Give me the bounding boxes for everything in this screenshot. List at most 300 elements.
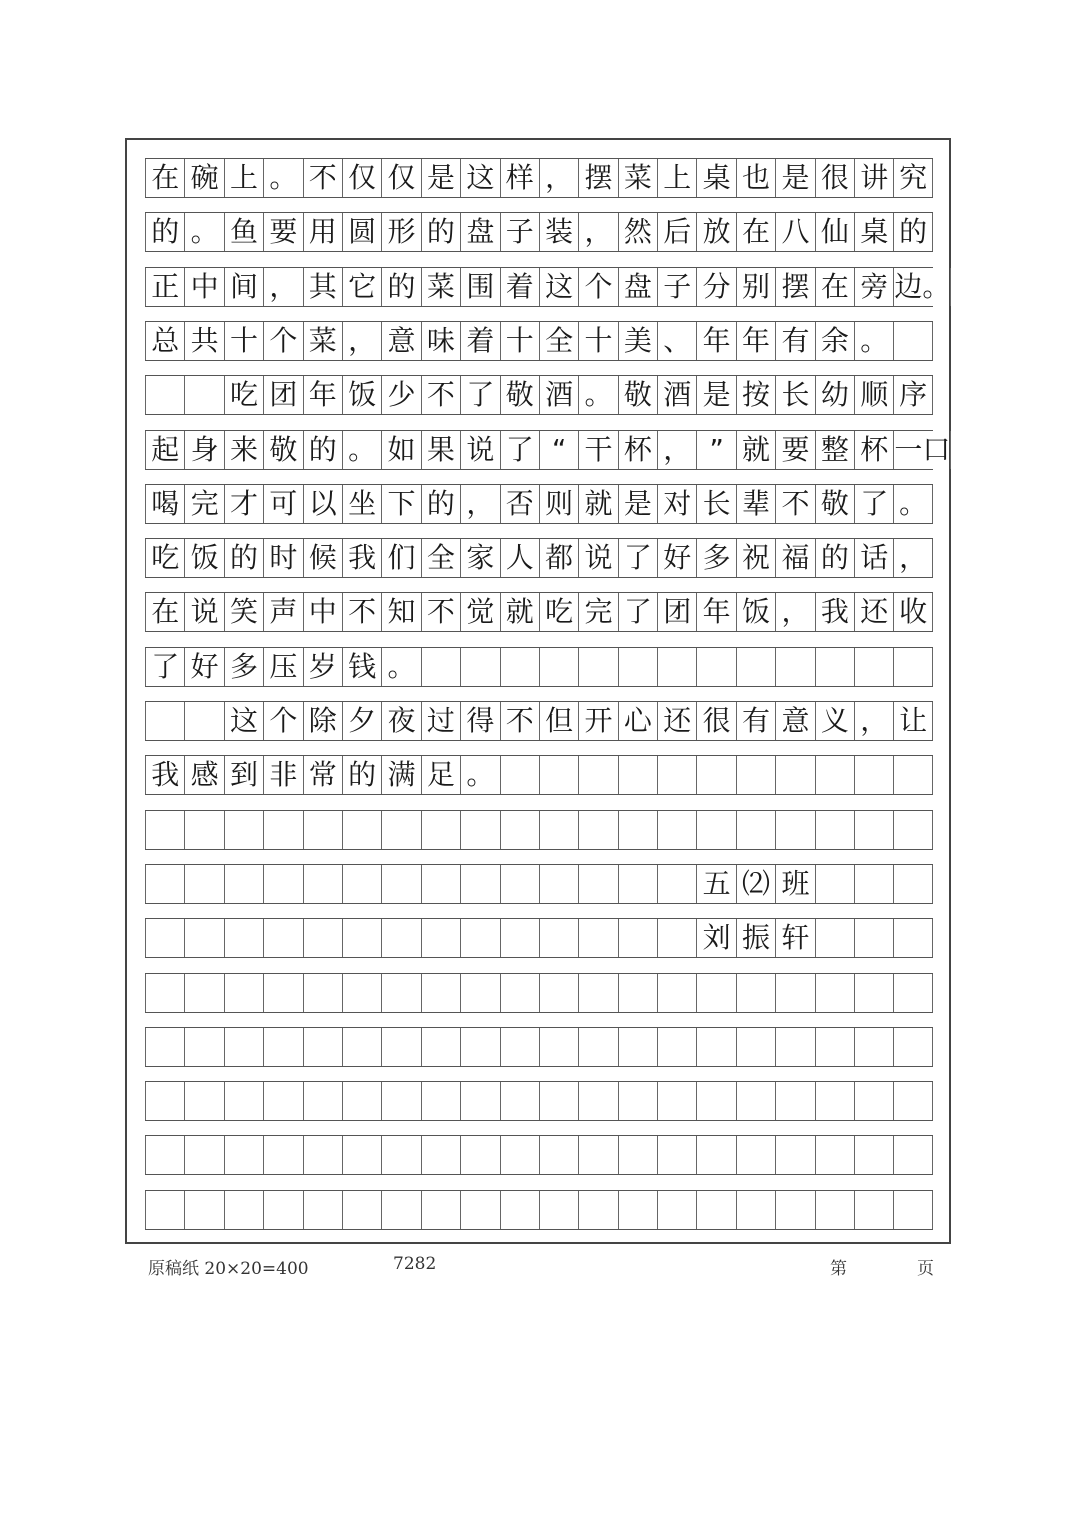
grid-cell: 就 xyxy=(578,485,617,523)
grid-cell: ⑵ xyxy=(736,865,775,903)
grid-cell: 仅 xyxy=(381,159,420,197)
grid-cell xyxy=(263,919,302,957)
grid-cell: 菜 xyxy=(421,268,460,306)
grid-cell: 、 xyxy=(657,322,696,360)
grid-cell: ， xyxy=(460,485,499,523)
grid-cell: 非 xyxy=(263,756,302,794)
grid-cell xyxy=(263,1082,302,1120)
grid-cell: ， xyxy=(578,213,617,251)
grid-cell xyxy=(224,1028,263,1066)
grid-cell: 敬 xyxy=(618,376,657,414)
grid-cell: 整 xyxy=(815,431,854,469)
grid-cell xyxy=(303,1028,342,1066)
grid-cell: 得 xyxy=(460,702,499,740)
grid-cell xyxy=(184,1191,223,1229)
grid-cell xyxy=(539,1191,578,1229)
grid-cell xyxy=(460,648,499,686)
grid-cell xyxy=(145,376,184,414)
grid-cell xyxy=(618,974,657,1012)
grid-cell xyxy=(657,1028,696,1066)
grid-cell: 福 xyxy=(775,539,814,577)
grid-cell: 个 xyxy=(263,322,302,360)
grid-cell: 共 xyxy=(184,322,223,360)
grid-cell xyxy=(500,1028,539,1066)
grid-cell xyxy=(696,1136,735,1174)
grid-cell: 一口 xyxy=(893,431,951,469)
grid-cell: 年 xyxy=(696,322,735,360)
grid-cell xyxy=(224,1191,263,1229)
grid-cell: 人 xyxy=(500,539,539,577)
grid-row xyxy=(145,1190,933,1230)
grid-cell: 下 xyxy=(381,485,420,523)
grid-cell xyxy=(421,811,460,849)
grid-cell xyxy=(460,1082,499,1120)
grid-cell: 酒 xyxy=(539,376,578,414)
grid-cell: 。 xyxy=(263,159,302,197)
grid-cell xyxy=(184,811,223,849)
grid-cell: 是 xyxy=(618,485,657,523)
grid-cell: 不 xyxy=(500,702,539,740)
grid-cell: 吃 xyxy=(224,376,263,414)
grid-cell xyxy=(460,865,499,903)
grid-cell xyxy=(893,811,932,849)
grid-cell: 饭 xyxy=(184,539,223,577)
grid-cell xyxy=(184,1028,223,1066)
grid-cell xyxy=(145,811,184,849)
grid-cell xyxy=(815,865,854,903)
grid-cell xyxy=(854,1082,893,1120)
grid-cell xyxy=(854,1028,893,1066)
grid-cell: 。 xyxy=(460,756,499,794)
grid-cell xyxy=(578,1191,617,1229)
grid-cell xyxy=(303,974,342,1012)
grid-cell xyxy=(224,919,263,957)
grid-cell xyxy=(736,648,775,686)
grid-row xyxy=(145,1027,933,1067)
grid-cell: 刘 xyxy=(696,919,735,957)
grid-cell: 就 xyxy=(736,431,775,469)
grid-cell xyxy=(342,919,381,957)
grid-cell: 轩 xyxy=(775,919,814,957)
grid-cell xyxy=(815,1136,854,1174)
grid-cell: 着 xyxy=(460,322,499,360)
grid-cell xyxy=(736,1028,775,1066)
grid-cell: 团 xyxy=(657,593,696,631)
grid-cell: 不 xyxy=(775,485,814,523)
grid-cell: 放 xyxy=(696,213,735,251)
grid-cell: 全 xyxy=(421,539,460,577)
grid-cell: 形 xyxy=(381,213,420,251)
grid-cell: 很 xyxy=(696,702,735,740)
grid-cell xyxy=(500,1082,539,1120)
grid-cell: 感 xyxy=(184,756,223,794)
grid-cell xyxy=(381,1028,420,1066)
grid-cell xyxy=(342,811,381,849)
grid-cell: 的 xyxy=(303,431,342,469)
grid-cell: 否 xyxy=(500,485,539,523)
grid-cell: 说 xyxy=(578,539,617,577)
grid-cell: ， xyxy=(657,431,696,469)
grid-cell: 不 xyxy=(421,376,460,414)
grid-cell: 。 xyxy=(578,376,617,414)
grid-cell xyxy=(381,1136,420,1174)
grid-cell: 义 xyxy=(815,702,854,740)
grid-cell: 的 xyxy=(421,213,460,251)
grid-cell xyxy=(736,1082,775,1120)
grid-cell: 意 xyxy=(381,322,420,360)
grid-cell xyxy=(303,919,342,957)
grid-cell xyxy=(224,974,263,1012)
grid-cell: 年 xyxy=(736,322,775,360)
grid-cell: 总 xyxy=(145,322,184,360)
grid-cell xyxy=(263,1136,302,1174)
grid-row xyxy=(145,755,933,795)
grid-cell xyxy=(460,1028,499,1066)
grid-cell: 起 xyxy=(145,431,184,469)
grid-cell xyxy=(303,1191,342,1229)
grid-cell: 子 xyxy=(500,213,539,251)
grid-cell: 对 xyxy=(657,485,696,523)
grid-cell xyxy=(893,648,932,686)
grid-cell: 个 xyxy=(578,268,617,306)
grid-cell: 杯 xyxy=(854,431,893,469)
grid-cell: 了 xyxy=(854,485,893,523)
grid-cell xyxy=(224,1136,263,1174)
grid-cell xyxy=(381,811,420,849)
grid-cell: 敬 xyxy=(815,485,854,523)
grid-cell xyxy=(815,1082,854,1120)
grid-cell xyxy=(775,756,814,794)
grid-cell xyxy=(696,974,735,1012)
grid-cell xyxy=(618,811,657,849)
grid-cell: 我 xyxy=(342,539,381,577)
grid-cell xyxy=(539,974,578,1012)
grid-cell: 盘 xyxy=(460,213,499,251)
grid-cell xyxy=(342,1028,381,1066)
grid-cell: 少 xyxy=(381,376,420,414)
grid-cell xyxy=(775,1028,814,1066)
grid-cell: 好 xyxy=(657,539,696,577)
grid-cell: 间 xyxy=(224,268,263,306)
grid-cell: 觉 xyxy=(460,593,499,631)
grid-cell xyxy=(421,1191,460,1229)
grid-cell: 上 xyxy=(224,159,263,197)
grid-cell: 多 xyxy=(696,539,735,577)
grid-cell: 中 xyxy=(303,593,342,631)
grid-cell: 以 xyxy=(303,485,342,523)
grid-cell xyxy=(657,756,696,794)
grid-cell: 幼 xyxy=(815,376,854,414)
grid-cell: 仙 xyxy=(815,213,854,251)
grid-cell: 不 xyxy=(342,593,381,631)
grid-cell: 过 xyxy=(421,702,460,740)
grid-cell: 要 xyxy=(775,431,814,469)
grid-cell: 不 xyxy=(421,593,460,631)
grid-cell xyxy=(263,811,302,849)
grid-cell: 子 xyxy=(657,268,696,306)
grid-cell xyxy=(736,1191,775,1229)
grid-cell xyxy=(500,1136,539,1174)
grid-cell: 知 xyxy=(381,593,420,631)
grid-cell xyxy=(381,919,420,957)
grid-cell xyxy=(775,974,814,1012)
grid-cell xyxy=(460,1191,499,1229)
grid-cell xyxy=(893,1136,932,1174)
grid-cell: 在 xyxy=(815,268,854,306)
grid-cell xyxy=(500,865,539,903)
grid-cell: 要 xyxy=(263,213,302,251)
grid-cell xyxy=(854,811,893,849)
grid-cell: 装 xyxy=(539,213,578,251)
grid-cell xyxy=(815,1028,854,1066)
grid-cell xyxy=(578,1028,617,1066)
grid-row xyxy=(145,1081,933,1121)
grid-cell: 吃 xyxy=(539,593,578,631)
grid-cell: 有 xyxy=(736,702,775,740)
grid-cell xyxy=(303,865,342,903)
grid-cell: 饭 xyxy=(736,593,775,631)
grid-cell: 用 xyxy=(303,213,342,251)
grid-cell xyxy=(893,756,932,794)
grid-cell xyxy=(578,811,617,849)
grid-cell: 这 xyxy=(224,702,263,740)
grid-cell: 桌 xyxy=(854,213,893,251)
grid-cell: 满 xyxy=(381,756,420,794)
grid-cell xyxy=(184,376,223,414)
grid-cell: 边。 xyxy=(893,268,951,306)
grid-cell: 着 xyxy=(500,268,539,306)
grid-cell: 个 xyxy=(263,702,302,740)
grid-cell: 完 xyxy=(184,485,223,523)
grid-cell xyxy=(145,1028,184,1066)
grid-cell: 坐 xyxy=(342,485,381,523)
grid-cell: 吃 xyxy=(145,539,184,577)
grid-cell: 十 xyxy=(500,322,539,360)
grid-cell: 讲 xyxy=(854,159,893,197)
paper-code: 7282 xyxy=(393,1254,437,1274)
grid-cell: 样 xyxy=(500,159,539,197)
grid-cell: 足 xyxy=(421,756,460,794)
grid-cell: 如 xyxy=(381,431,420,469)
grid-cell xyxy=(578,974,617,1012)
grid-cell: ， xyxy=(539,159,578,197)
grid-cell: 身 xyxy=(184,431,223,469)
grid-cell xyxy=(539,1082,578,1120)
grid-cell: 的 xyxy=(381,268,420,306)
grid-cell: 话 xyxy=(854,539,893,577)
grid-row xyxy=(145,538,933,578)
grid-cell: 好 xyxy=(184,648,223,686)
grid-row xyxy=(145,158,933,198)
grid-cell: 心 xyxy=(618,702,657,740)
grid-cell: 上 xyxy=(657,159,696,197)
grid-cell xyxy=(618,1136,657,1174)
grid-cell xyxy=(736,756,775,794)
grid-cell: 长 xyxy=(696,485,735,523)
grid-cell: 摆 xyxy=(578,159,617,197)
grid-cell xyxy=(224,1082,263,1120)
grid-cell xyxy=(657,1191,696,1229)
grid-cell xyxy=(184,1136,223,1174)
grid-cell: 在 xyxy=(736,213,775,251)
grid-cell xyxy=(342,1136,381,1174)
grid-cell: 钱 xyxy=(342,648,381,686)
grid-cell: 长 xyxy=(775,376,814,414)
grid-cell: 酒 xyxy=(657,376,696,414)
grid-cell xyxy=(578,1136,617,1174)
grid-cell xyxy=(460,974,499,1012)
grid-cell: 碗 xyxy=(184,159,223,197)
grid-cell: 班 xyxy=(775,865,814,903)
grid-cell xyxy=(854,974,893,1012)
grid-cell: 顺 xyxy=(854,376,893,414)
grid-cell xyxy=(854,648,893,686)
grid-cell: 是 xyxy=(696,376,735,414)
grid-cell xyxy=(657,1136,696,1174)
grid-cell xyxy=(696,811,735,849)
grid-cell: 味 xyxy=(421,322,460,360)
grid-cell: 后 xyxy=(657,213,696,251)
grid-cell: 喝 xyxy=(145,485,184,523)
grid-cell xyxy=(500,1191,539,1229)
grid-cell: 意 xyxy=(775,702,814,740)
grid-row xyxy=(145,647,933,687)
grid-cell: 中 xyxy=(184,268,223,306)
grid-cell xyxy=(775,1082,814,1120)
grid-cell xyxy=(696,1082,735,1120)
grid-cell xyxy=(303,811,342,849)
grid-cell: 余 xyxy=(815,322,854,360)
grid-cell xyxy=(657,865,696,903)
grid-cell: 圆 xyxy=(342,213,381,251)
grid-cell xyxy=(618,865,657,903)
grid-cell xyxy=(184,1082,223,1120)
grid-cell: 家 xyxy=(460,539,499,577)
grid-cell: 菜 xyxy=(303,322,342,360)
grid-cell: 鱼 xyxy=(224,213,263,251)
grid-cell xyxy=(224,865,263,903)
grid-cell xyxy=(145,974,184,1012)
grid-cell: 别 xyxy=(736,268,775,306)
grid-cell xyxy=(421,974,460,1012)
grid-cell xyxy=(145,919,184,957)
grid-cell xyxy=(421,1028,460,1066)
grid-cell: 有 xyxy=(775,322,814,360)
grid-cell xyxy=(342,974,381,1012)
grid-cell: 的 xyxy=(145,213,184,251)
grid-cell xyxy=(775,1136,814,1174)
grid-cell: 开 xyxy=(578,702,617,740)
grid-cell: 果 xyxy=(421,431,460,469)
grid-cell: 是 xyxy=(421,159,460,197)
grid-cell xyxy=(145,1082,184,1120)
grid-cell xyxy=(184,865,223,903)
grid-row xyxy=(145,592,933,632)
page-suffix: 页 xyxy=(917,1259,934,1279)
grid-cell: 敬 xyxy=(263,431,302,469)
grid-cell: 其 xyxy=(303,268,342,306)
grid-cell xyxy=(736,811,775,849)
grid-cell: 年 xyxy=(303,376,342,414)
grid-cell xyxy=(145,1191,184,1229)
grid-cell: 这 xyxy=(539,268,578,306)
grid-cell xyxy=(618,1028,657,1066)
grid-cell: 在 xyxy=(145,593,184,631)
grid-cell xyxy=(618,919,657,957)
grid-cell: 干 xyxy=(578,431,617,469)
grid-cell: 才 xyxy=(224,485,263,523)
paper-label: 原稿纸 20×20=400 xyxy=(148,1259,309,1279)
page-prefix: 第 xyxy=(830,1259,847,1279)
grid-cell: 了 xyxy=(460,376,499,414)
grid-cell: 杯 xyxy=(618,431,657,469)
grid-cell xyxy=(263,974,302,1012)
grid-cell: 我 xyxy=(145,756,184,794)
grid-cell xyxy=(539,811,578,849)
grid-cell: 祝 xyxy=(736,539,775,577)
grid-cell xyxy=(696,1028,735,1066)
grid-cell: 摆 xyxy=(775,268,814,306)
grid-cell xyxy=(815,648,854,686)
grid-cell: “ xyxy=(539,431,578,469)
grid-cell xyxy=(815,811,854,849)
grid-cell: 然 xyxy=(618,213,657,251)
grid-cell xyxy=(421,865,460,903)
grid-cell: 还 xyxy=(854,593,893,631)
grid-cell: 了 xyxy=(618,539,657,577)
grid-cell: ， xyxy=(893,539,932,577)
grid-row xyxy=(145,484,933,524)
grid-cell xyxy=(893,919,932,957)
grid-cell: 夜 xyxy=(381,702,420,740)
grid-cell: 仅 xyxy=(342,159,381,197)
grid-cell: 旁 xyxy=(854,268,893,306)
grid-cell: 多 xyxy=(224,648,263,686)
grid-cell xyxy=(342,865,381,903)
grid-cell xyxy=(500,648,539,686)
grid-cell xyxy=(775,811,814,849)
grid-cell xyxy=(736,1136,775,1174)
grid-cell xyxy=(696,648,735,686)
grid-cell: 八 xyxy=(775,213,814,251)
grid-cell: 还 xyxy=(657,702,696,740)
grid-cell: 的 xyxy=(815,539,854,577)
grid-cell xyxy=(342,1191,381,1229)
grid-row xyxy=(145,973,933,1013)
grid-cell: 但 xyxy=(539,702,578,740)
grid-cell: 十 xyxy=(578,322,617,360)
grid-cell: 。 xyxy=(893,485,932,523)
grid-cell xyxy=(893,322,932,360)
grid-cell: 菜 xyxy=(618,159,657,197)
grid-cell: 饭 xyxy=(342,376,381,414)
grid-cell xyxy=(421,1082,460,1120)
grid-cell xyxy=(618,1191,657,1229)
grid-cell xyxy=(263,1191,302,1229)
grid-cell xyxy=(578,865,617,903)
grid-cell: ， xyxy=(263,268,302,306)
grid-cell xyxy=(854,919,893,957)
grid-cell: 全 xyxy=(539,322,578,360)
grid-cell xyxy=(854,756,893,794)
grid-cell xyxy=(893,974,932,1012)
grid-cell: 五 xyxy=(696,865,735,903)
grid-cell xyxy=(657,1082,696,1120)
grid-cell xyxy=(657,811,696,849)
grid-cell xyxy=(578,919,617,957)
grid-cell: ， xyxy=(854,702,893,740)
grid-cell xyxy=(893,1028,932,1066)
